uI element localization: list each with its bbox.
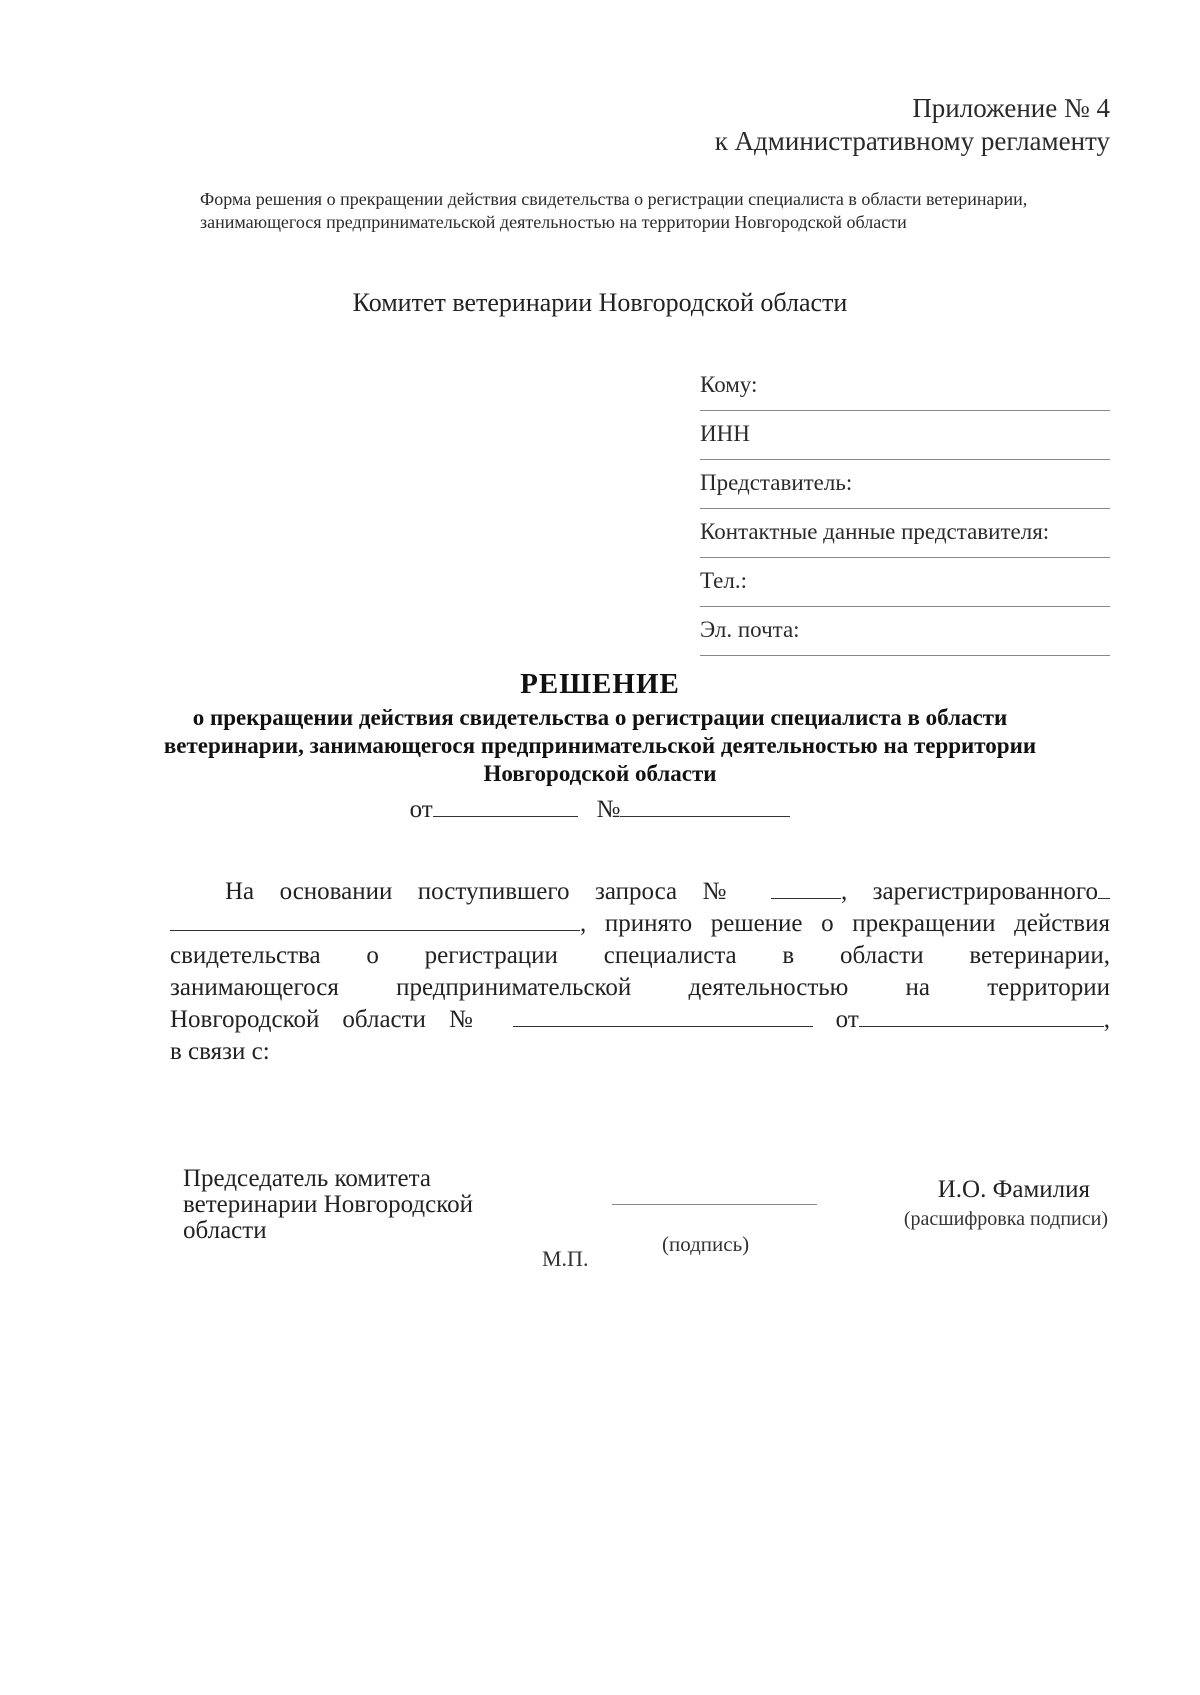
body-line-2 [170, 908, 1110, 940]
registered-tail-blank [1098, 878, 1110, 899]
body-line-2-text: , принято решение о прекращении действия [580, 910, 1110, 937]
body-line-4: занимающегося предпринимательской деятельностью на территории [170, 974, 1110, 1001]
recipient-email-label: Эл. почта: [700, 617, 800, 642]
certificate-number-blank [513, 1006, 813, 1027]
form-title: Форма решения о прекращении действия свидетельства о регистрации специалиста в области ветеринарии, занимающегося предпринимательской деятельностью на территории Новгородской области [200, 189, 1028, 232]
body-line-5-start: Новгородской области № [170, 1006, 490, 1033]
body-line-3: свидетельства о регистрации специалиста в области ветеринарии, [170, 942, 1110, 969]
recipient-contacts-field [700, 509, 1110, 558]
signature-line [612, 1204, 817, 1205]
signatory-role [183, 1166, 473, 1244]
recipient-block [700, 362, 1110, 656]
body-line-1 [170, 876, 1110, 908]
decision-number-blank [620, 796, 790, 817]
recipient-email-line [700, 655, 1110, 656]
body-line-6: в связи с: [170, 1038, 270, 1065]
recipient-phone-field [700, 558, 1110, 607]
committee-name: Комитет ветеринарии Новгородской области [352, 288, 848, 317]
decision-date-prefix: от [409, 796, 433, 823]
decision-body [170, 876, 1110, 1068]
decision-number-prefix: № [596, 796, 621, 823]
recipient-email-field [700, 607, 1110, 656]
recipient-to-label: Кому: [700, 372, 758, 397]
annex-regulation: к Административному регламенту [714, 126, 1110, 156]
registration-date-blank [170, 910, 580, 931]
annex-number: Приложение № 4 [912, 93, 1110, 123]
body-line-5 [170, 1004, 1110, 1036]
recipient-inn-field [700, 411, 1110, 460]
recipient-to-field [700, 362, 1110, 411]
decision-subtitle: о прекращении действия свидетельства о регистрации специалиста в области ветеринарии, занимающегося предпринимательской деятельностью на территории Новгородской области [163, 705, 1037, 786]
recipient-phone-label: Тел.: [700, 568, 747, 593]
body-line-5-comma: , [1103, 1006, 1111, 1033]
signatory-name-caption: (расшифровка подписи) [903, 1208, 1108, 1230]
decision-title: РЕШЕНИЕ [520, 668, 680, 700]
recipient-contacts-label: Контактные данные представителя: [700, 519, 1050, 544]
signatory-name: И.О. Фамилия [937, 1176, 1090, 1203]
annex-header [715, 92, 1110, 158]
signature-caption: (подпись) [662, 1232, 750, 1256]
body-line-5-date-prefix: от [835, 1006, 859, 1033]
signatory-role-line-1: Председатель комитета [183, 1165, 431, 1192]
body-line-1-end: , зарегистрированного [840, 878, 1098, 905]
recipient-representative-label: Представитель: [700, 470, 853, 495]
decision-date-number-line [0, 796, 1200, 824]
request-number-blank [771, 878, 841, 899]
decision-date-blank [433, 796, 578, 817]
signatory-role-line-3: области [183, 1217, 267, 1244]
recipient-inn-label: ИНН [700, 421, 750, 446]
body-line-1-start: На основании поступившего запроса № [225, 878, 746, 905]
seal-placeholder: М.П. [542, 1246, 589, 1271]
signatory-role-line-2: ветеринарии Новгородской [183, 1191, 473, 1218]
certificate-date-blank [859, 1006, 1104, 1027]
recipient-representative-field [700, 460, 1110, 509]
